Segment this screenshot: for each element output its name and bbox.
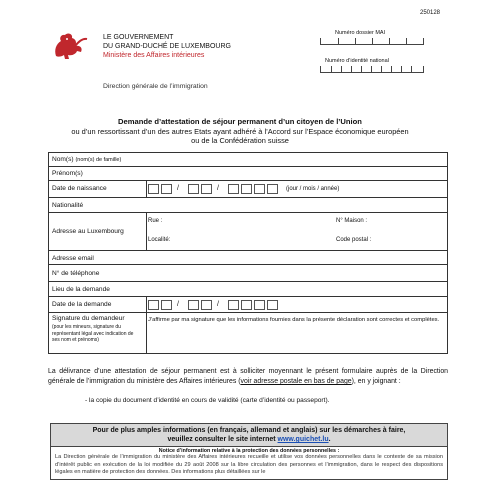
- email-label: Adresse email: [52, 255, 94, 262]
- national-id-field[interactable]: [320, 66, 424, 73]
- request-year-box-4[interactable]: [267, 300, 278, 310]
- form-subtitle: [0, 127, 480, 145]
- info-line-1: Pour de plus amples informations (en français, allemand et anglais) sur les démarches à faire,: [92, 427, 406, 434]
- request-day-box-1[interactable]: [148, 300, 159, 310]
- government-header: [103, 33, 231, 60]
- prenom-label: Prénom(s): [52, 170, 83, 177]
- info-header: [51, 424, 447, 447]
- subtitle-line-2: ou de la Confédération suisse: [191, 136, 289, 145]
- date-demande-label: Date de la demande: [52, 301, 112, 308]
- row-nom[interactable]: [49, 153, 447, 167]
- nom-note: (nom(s) de famille): [75, 157, 122, 163]
- maison-label[interactable]: N° Maison :: [336, 218, 368, 224]
- rue-label[interactable]: Rue :: [148, 218, 163, 224]
- dossier-number-label: Numéro dossier MAI: [335, 30, 386, 36]
- application-form: [48, 152, 448, 354]
- gov-line-1: LE GOUVERNEMENT: [103, 34, 174, 41]
- adresse-label: Adresse au Luxembourg: [52, 228, 124, 235]
- info-box: [50, 423, 448, 480]
- form-title: Demande d’attestation de séjour permanent d’un citoyen de l’Union: [118, 117, 362, 126]
- nationalite-label: Nationalité: [52, 202, 84, 209]
- nom-label: Nom(s): [52, 156, 74, 163]
- directorate-name: Direction générale de l’immigration: [103, 83, 208, 90]
- gov-line-2: DU GRAND-DUCHÉ DE LUXEMBOURG: [103, 43, 231, 50]
- request-date-slash-1: /: [177, 301, 179, 308]
- birth-day-box-2[interactable]: [161, 184, 172, 194]
- signature-affirmation: J’affirme par ma signature que les informations fournies dans la présente déclaration sont correctes et complètes.: [148, 317, 440, 323]
- row-email[interactable]: [49, 251, 447, 265]
- required-document-item: - la copie du document d’identité en cours de validité (carte d’identité ou passeport).: [85, 397, 330, 404]
- signature-note: (pour les mineurs, signature du représentant légal avec indication de ses nom et prénoms): [52, 324, 134, 343]
- birth-date-slash-2: /: [217, 185, 219, 192]
- code-postal-label[interactable]: Code postal :: [336, 237, 372, 243]
- privacy-notice-title: Notice d’information relative à la protection des données personnelles :: [158, 448, 340, 454]
- birth-year-box-1[interactable]: [228, 184, 239, 194]
- request-date-slash-2: /: [217, 301, 219, 308]
- signature-label: Signature du demandeur: [52, 315, 125, 322]
- postal-address-link[interactable]: voir adresse postale en bas de page: [240, 378, 352, 385]
- birth-day-box-1[interactable]: [148, 184, 159, 194]
- national-id-label: Numéro d’identité national: [325, 58, 389, 64]
- dossier-number-field[interactable]: [320, 38, 424, 45]
- date-naissance-label: Date de naissance: [52, 185, 107, 192]
- instructions-paragraph: [48, 367, 448, 387]
- request-year-box-1[interactable]: [228, 300, 239, 310]
- telephone-label: N° de téléphone: [52, 270, 100, 277]
- request-month-box-1[interactable]: [188, 300, 199, 310]
- ministry-name: Ministère des Affaires intérieures: [103, 52, 205, 59]
- date-format-hint: (jour / mois / année): [286, 186, 340, 192]
- lieu-demande-label: Lieu de la demande: [52, 286, 110, 293]
- request-year-box-3[interactable]: [254, 300, 265, 310]
- birth-date-slash-1: /: [177, 185, 179, 192]
- row-adresse: [49, 213, 447, 251]
- info-line-2: veuillez consulter le site internet: [167, 436, 278, 443]
- paragraph-text-a: La délivrance d’une attestation de séjour permanent est à solliciter moyennant le présent formulaire auprès de la Direction générale de l’immigration du ministère des Affaires intérieures (: [48, 368, 448, 385]
- birth-year-box-2[interactable]: [241, 184, 252, 194]
- row-telephone[interactable]: [49, 265, 447, 282]
- birth-month-box-2[interactable]: [201, 184, 212, 194]
- birth-year-box-3[interactable]: [254, 184, 265, 194]
- request-year-box-2[interactable]: [241, 300, 252, 310]
- localite-label[interactable]: Localité:: [148, 237, 171, 243]
- row-prenom[interactable]: [49, 167, 447, 181]
- request-day-box-2[interactable]: [161, 300, 172, 310]
- privacy-notice-body: La Direction générale de l’immigration du ministère des Affaires intérieures recueille et utilise vos données personnelles dans le contexte de sa mission d’intérêt public en exécution de la loi modifiée du 29 août 2008 sur la libre circulation des personnes et l’immigration, dans le respect des dispositions légales en matière de protection des données. Des informations plus détaillées sur le: [55, 454, 443, 475]
- row-date-demande: [49, 297, 447, 313]
- birth-year-box-4[interactable]: [267, 184, 278, 194]
- birth-month-box-1[interactable]: [188, 184, 199, 194]
- guichet-link[interactable]: www.guichet.lu: [277, 436, 329, 443]
- request-month-box-2[interactable]: [201, 300, 212, 310]
- paragraph-text-b: ), en y joignant :: [351, 378, 401, 385]
- row-date-naissance: [49, 181, 447, 198]
- row-nationalite[interactable]: [49, 198, 447, 213]
- luxembourg-lion-logo: [50, 30, 100, 62]
- info-line-2-end: .: [328, 436, 331, 443]
- form-code: 250128: [420, 10, 441, 16]
- row-signature[interactable]: [49, 313, 447, 353]
- subtitle-line-1: ou d’un ressortissant d’un des autres Etats ayant adhéré à l’Accord sur l’Espace économique européen: [71, 127, 409, 136]
- row-lieu-demande[interactable]: [49, 282, 447, 297]
